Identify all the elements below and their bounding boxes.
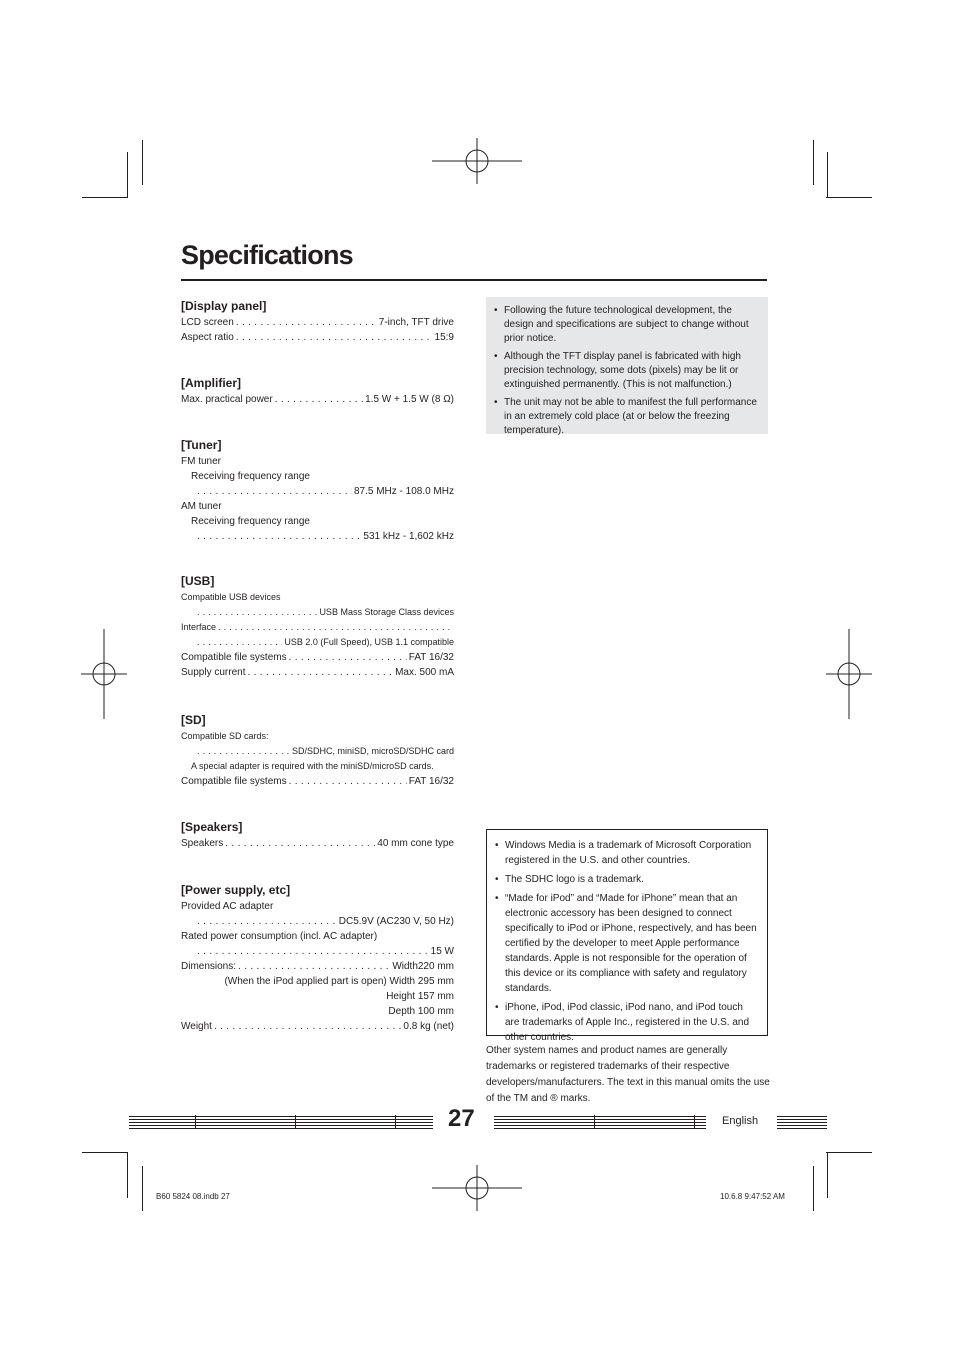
spec-label: AM tuner — [181, 501, 222, 512]
spec-row — [181, 914, 454, 929]
spec-value: Height 157 mm — [386, 991, 454, 1002]
spec-label: Aspect ratio — [181, 332, 234, 343]
spec-value: DC5.9V (AC230 V, 50 Hz) — [338, 916, 454, 927]
spec-row — [181, 392, 454, 407]
spec-value: 87.5 MHz - 108.0 MHz — [353, 486, 454, 497]
spec-row — [181, 1019, 454, 1034]
usb-section — [181, 573, 454, 680]
spec-value: FAT 16/32 — [408, 776, 454, 787]
spec-label: Receiving frequency range — [191, 471, 310, 482]
spec-row — [181, 959, 454, 974]
power-supply-section — [181, 882, 454, 1034]
spec-label: Dimensions: — [181, 961, 237, 972]
sd-section — [181, 712, 454, 789]
trademark-box — [486, 829, 768, 1043]
spec-value: 15 W — [430, 946, 454, 957]
spec-column — [181, 298, 454, 1048]
spec-value: FAT 16/32 — [408, 652, 454, 663]
spec-label: Compatible file systems — [181, 652, 287, 663]
tuner-section — [181, 437, 454, 544]
spec-row — [181, 774, 454, 789]
trademark-item: • iPhone, iPod, iPod classic, iPod nano, and iPod touch are trademarks of Apple Inc., registered in the U.S. and other countries. — [495, 1000, 759, 1045]
spec-label: LCD screen — [181, 317, 234, 328]
spec-value: 7-inch, TFT drive — [378, 317, 454, 328]
registration-mark-top — [432, 138, 522, 184]
spec-row — [181, 315, 454, 330]
spec-label: Max. practical power — [181, 394, 273, 405]
spec-note: A special adapter is required with the miniSD/microSD cards. — [191, 761, 434, 771]
spec-row — [181, 744, 454, 759]
note-item: • Following the future technological development, the design and specifications are subject to change without prior notice. — [494, 304, 760, 346]
footer-bar-far-right — [777, 1115, 827, 1129]
section-heading: [Power supply, etc] — [181, 883, 291, 897]
spec-row — [181, 620, 454, 635]
spec-label: Speakers — [181, 838, 224, 849]
spec-row — [181, 605, 454, 620]
spec-label: Interface — [181, 622, 217, 632]
spec-label: Compatible file systems — [181, 776, 287, 787]
spec-value: 531 kHz - 1,602 kHz — [363, 531, 454, 542]
spec-label: Weight — [181, 1021, 212, 1032]
spec-row — [181, 330, 454, 345]
spec-label: Rated power consumption (incl. AC adapter) — [181, 931, 378, 942]
spec-value: SD/SDHC, miniSD, microSD/SDHC card — [291, 746, 454, 756]
slug-filename: B60 5824 08.indb 27 — [156, 1192, 230, 1201]
spec-value: Max. 500 mA — [395, 667, 454, 678]
notes-box — [486, 297, 768, 434]
spec-value: 1.5 W + 1.5 W (8 Ω) — [365, 394, 454, 405]
spec-label: Compatible SD cards: — [181, 731, 269, 741]
note-item: • Although the TFT display panel is fabricated with high precision technology, some dots (pixels) may be lit or extinguished permanently. (This is not malfunction.) — [494, 350, 760, 392]
display-panel-section — [181, 298, 454, 345]
language-label: English — [722, 1115, 759, 1127]
spec-label: Provided AC adapter — [181, 901, 274, 912]
section-heading: [Amplifier] — [181, 376, 241, 390]
page-number: 27 — [448, 1105, 475, 1132]
title-rule — [181, 279, 767, 281]
spec-label: Compatible USB devices — [181, 592, 281, 602]
spec-value: 0.8 kg (net) — [403, 1021, 454, 1032]
section-heading: [Speakers] — [181, 820, 243, 834]
note-item: • The unit may not be able to manifest the full performance in an extremely cold place (at or below the freezing temperature). — [494, 396, 760, 438]
trademark-item: • Windows Media is a trademark of Microsoft Corporation registered in the U.S. and other countries. — [495, 838, 759, 868]
registration-mark-left — [81, 629, 127, 719]
spec-value: 15:9 — [434, 332, 454, 343]
footer-bar-right — [494, 1115, 706, 1129]
spec-row — [181, 650, 454, 665]
spec-value: Depth 100 mm — [388, 1006, 454, 1017]
spec-row — [181, 529, 454, 544]
spec-value: (When the iPod applied part is open) Width 295 mm — [224, 976, 454, 987]
page-title: Specifications — [181, 240, 353, 270]
trademark-item: • “Made for iPod” and “Made for iPhone” mean that an electronic accessory has been designed to connect specifically to iPod or iPhone, respectively, and has been certified by the developer to meet Apple performance standards. Apple is not responsible for the operation of this device or its compliance with safety and regulatory standards. — [495, 891, 759, 996]
footer-bar-left — [127, 1115, 433, 1129]
registration-mark-bottom — [432, 1165, 522, 1211]
slug-timestamp: 10.6.8 9:47:52 AM — [720, 1192, 785, 1201]
spec-label: FM tuner — [181, 456, 222, 467]
spec-label: Supply current — [181, 667, 246, 678]
spec-label: Receiving frequency range — [191, 516, 310, 527]
section-heading: [USB] — [181, 574, 215, 588]
spec-value: USB Mass Storage Class devices — [319, 607, 454, 617]
spec-row — [181, 484, 454, 499]
other-trademarks-note: Other system names and product names are generally trademarks or registered trademarks of their respective developers/manufacturers. The text in this manual omits the use of the TM and ® marks. — [486, 1045, 770, 1104]
section-heading: [SD] — [181, 713, 206, 727]
section-heading: [Display panel] — [181, 299, 267, 313]
speakers-section — [181, 819, 454, 851]
spec-row — [181, 836, 454, 851]
spec-value: Width220 mm — [392, 961, 454, 972]
spec-row — [181, 665, 454, 680]
spec-value: USB 2.0 (Full Speed), USB 1.1 compatible — [284, 637, 454, 647]
spec-row — [181, 635, 454, 650]
amplifier-section — [181, 375, 454, 407]
spec-row — [181, 944, 454, 959]
spec-value: 40 mm cone type — [377, 838, 454, 849]
registration-mark-right — [826, 629, 872, 719]
section-heading: [Tuner] — [181, 438, 222, 452]
trademark-item: • The SDHC logo is a trademark. — [495, 872, 759, 887]
